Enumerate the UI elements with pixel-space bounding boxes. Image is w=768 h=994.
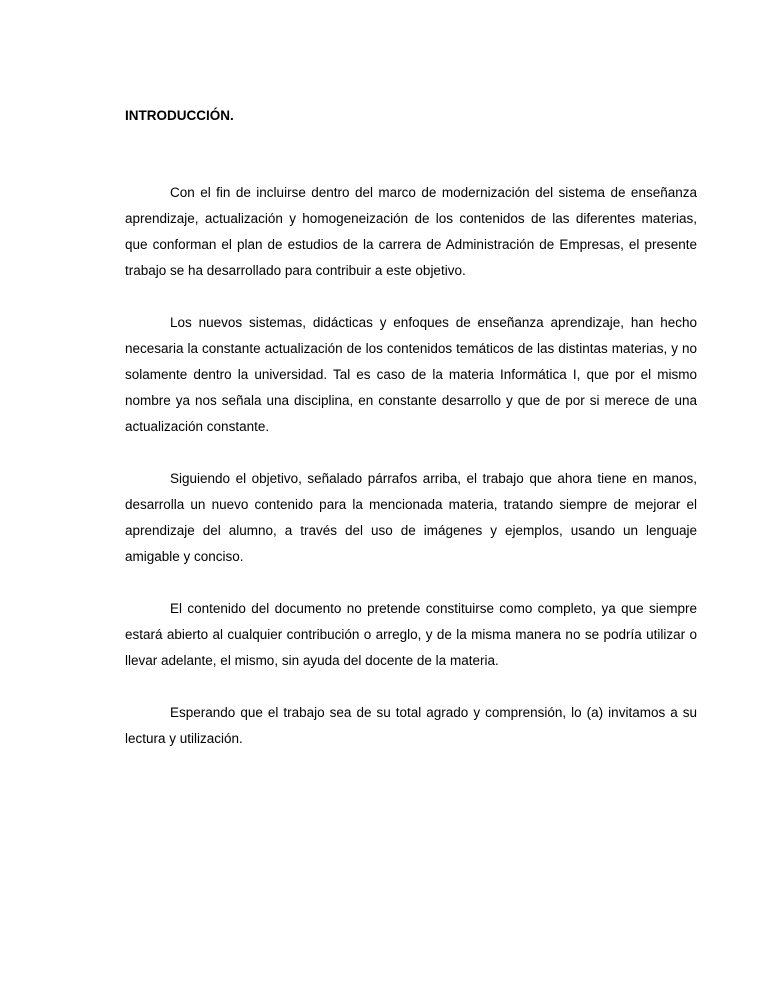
document-heading: INTRODUCCIÓN. bbox=[125, 108, 234, 123]
paragraph-1: Con el fin de incluirse dentro del marco de modernización del sistema de enseñanza aprendizaje, actualización y homogeneización de los contenidos de las diferentes materias, que conforman el plan de estudios de la carrera de Administración de Empresas, el presente trabajo se ha desarrollado para contribuir a este objetivo. bbox=[125, 185, 697, 278]
paragraph-3: Siguiendo el objetivo, señalado párrafos arriba, el trabajo que ahora tiene en manos, desarrolla un nuevo contenido para la mencionada materia, tratando siempre de mejorar el aprendizaje del alumno, a través del uso de imágenes y ejemplos, usando un lenguaje amigable y conciso. bbox=[125, 471, 697, 564]
paragraph-2: Los nuevos sistemas, didácticas y enfoques de enseñanza aprendizaje, han hecho necesaria la constante actualización de los contenidos temáticos de las distintas materias, y no solamente dentro la universidad. Tal es caso de la materia Informática I, que por el mismo nombre ya nos señala una disciplina, en constante desarrollo y que de por si merece de una actualización constante. bbox=[125, 315, 697, 434]
paragraph-5: Esperando que el trabajo sea de su total agrado y comprensión, lo (a) invitamos a su lectura y utilización. bbox=[125, 705, 697, 746]
paragraph-4: El contenido del documento no pretende constituirse como completo, ya que siempre estará abierto al cualquier contribución o arreglo, y de la misma manera no se podría utilizar o llevar adelante, el mismo, sin ayuda del docente de la materia. bbox=[125, 601, 697, 668]
document-body bbox=[125, 180, 697, 778]
